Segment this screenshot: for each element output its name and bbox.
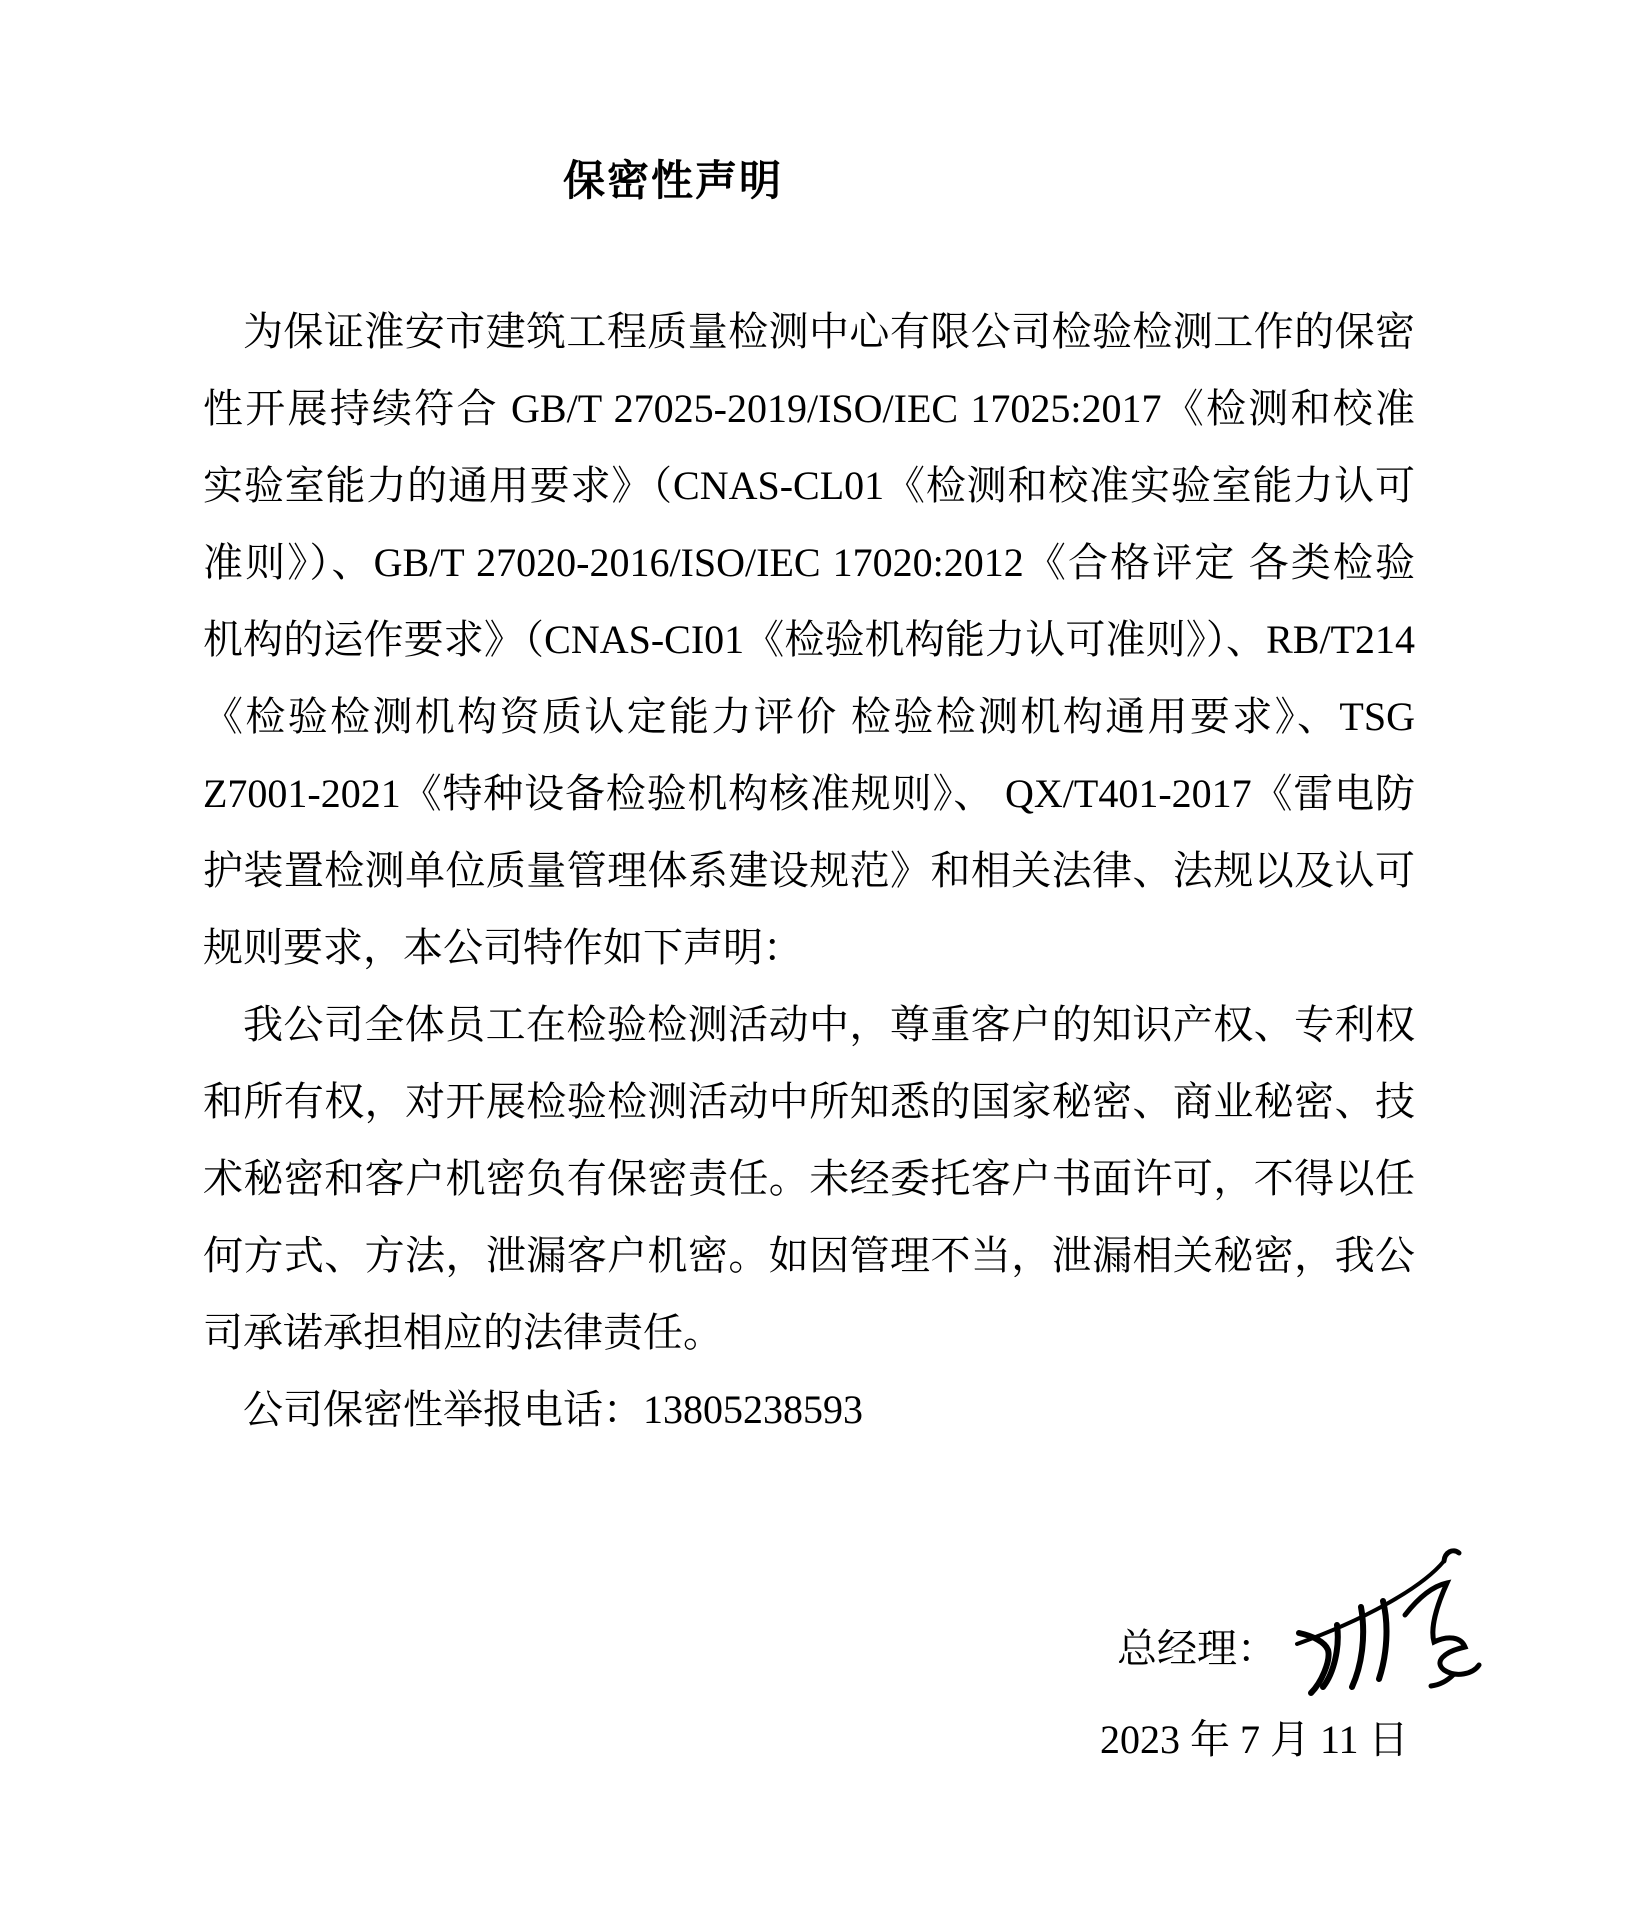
- document-body: [203, 293, 1415, 1448]
- date-line: 2023 年 7 月 11 日: [1100, 1717, 1409, 1762]
- page-title: 保密性声明: [562, 159, 783, 205]
- paragraph-standards: 为保证淮安市建筑工程质量检测中心有限公司检验检测工作的保密性开展持续符合 GB/T 27025-2019/ISO/IEC 17025:2017《检测和校准实验室能力的通用要求》（CNAS-CL01《检测和校准实验室能力认可准则》）、GB/T 27020-2016/ISO/IEC 17020:2012《合格评定 各类检验机构的运作要求》（CNAS-CI01《检验机构能力认可准则》）、RB/T214《检验检测机构资质认定能力评价 检验检测机构通用要求》、TSG Z7001-2021《特种设备检验机构核准规则》、 QX/T401-2017《雷电防护装置检测单位质量管理体系建设规范》和相关法律、法规以及认可规则要求，本公司特作如下声明：: [203, 309, 1415, 970]
- paragraph-commitment: 我公司全体员工在检验检测活动中，尊重客户的知识产权、专利权和所有权，对开展检验检测活动中所知悉的国家秘密、商业秘密、技术秘密和客户机密负有保密责任。未经委托客户书面许可，不得以任何方式、方法，泄漏客户机密。如因管理不当，泄漏相关秘密，我公司承诺承担相应的法律责任。: [203, 1002, 1415, 1355]
- signer-label: 总经理：: [1117, 1626, 1277, 1671]
- hotline-line: 公司保密性举报电话：13805238593: [243, 1387, 863, 1432]
- handwritten-signature-icon: [1245, 1545, 1505, 1700]
- signature-block: [0, 1545, 1632, 1705]
